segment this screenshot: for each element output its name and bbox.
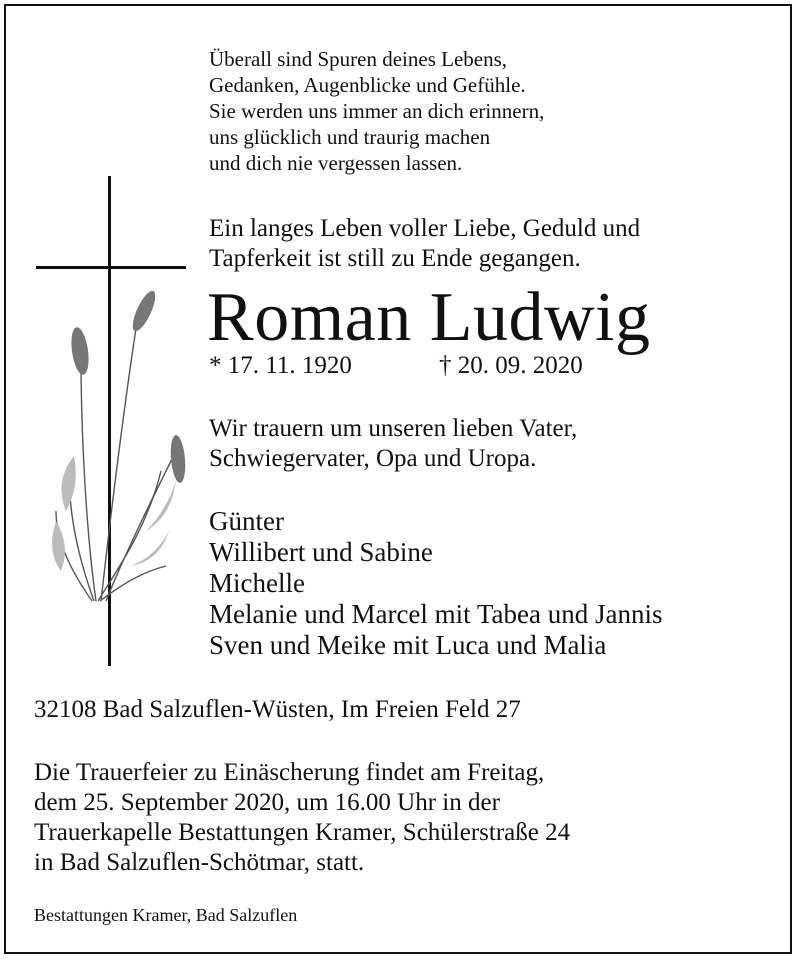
grief-text: [209, 414, 577, 474]
deceased-name: Roman Ludwig: [207, 279, 651, 356]
intro-text: [209, 214, 640, 274]
address: 32108 Bad Salzuflen-Wüsten, Im Freien Feld 27: [34, 696, 521, 723]
intro-line: Tapferkeit ist still zu Ende gegangen.: [209, 245, 581, 272]
family-member: Sven und Meike mit Luca und Malia: [209, 630, 607, 660]
service-info: [34, 758, 570, 878]
poem: [209, 46, 544, 176]
service-line: dem 25. September 2020, um 16.00 Uhr in der: [34, 789, 500, 816]
grief-line: Schwiegervater, Opa und Uropa.: [209, 445, 537, 472]
obituary-notice: [4, 4, 792, 954]
poem-line: Sie werden uns immer an dich erinnern,: [209, 99, 545, 123]
service-line: in Bad Salzuflen-Schötmar, statt.: [34, 849, 365, 876]
family-member: Melanie und Marcel mit Tabea und Jannis: [209, 599, 663, 629]
birth-date: * 17. 11. 1920: [209, 352, 352, 379]
poem-line: Gedanken, Augenblicke und Gefühle.: [209, 73, 526, 97]
cross-with-wheat-icon: [26, 171, 186, 671]
poem-line: uns glücklich und traurig machen: [209, 125, 491, 149]
family-list: [209, 506, 663, 661]
poem-line: Überall sind Spuren deines Lebens,: [209, 47, 508, 71]
grief-line: Wir trauern um unseren lieben Vater,: [209, 415, 578, 442]
service-line: Die Trauerfeier zu Einäscherung findet am Freitag,: [34, 759, 545, 786]
family-member: Günter: [209, 506, 284, 536]
family-member: Willibert und Sabine: [209, 537, 433, 567]
funeral-home: Bestattungen Kramer, Bad Salzuflen: [34, 905, 298, 925]
family-member: Michelle: [209, 568, 305, 598]
intro-line: Ein langes Leben voller Liebe, Geduld und: [209, 215, 641, 242]
service-line: Trauerkapelle Bestattungen Kramer, Schülerstraße 24: [34, 819, 571, 846]
death-date: † 20. 09. 2020: [439, 352, 583, 379]
poem-line: und dich nie vergessen lassen.: [209, 151, 463, 175]
